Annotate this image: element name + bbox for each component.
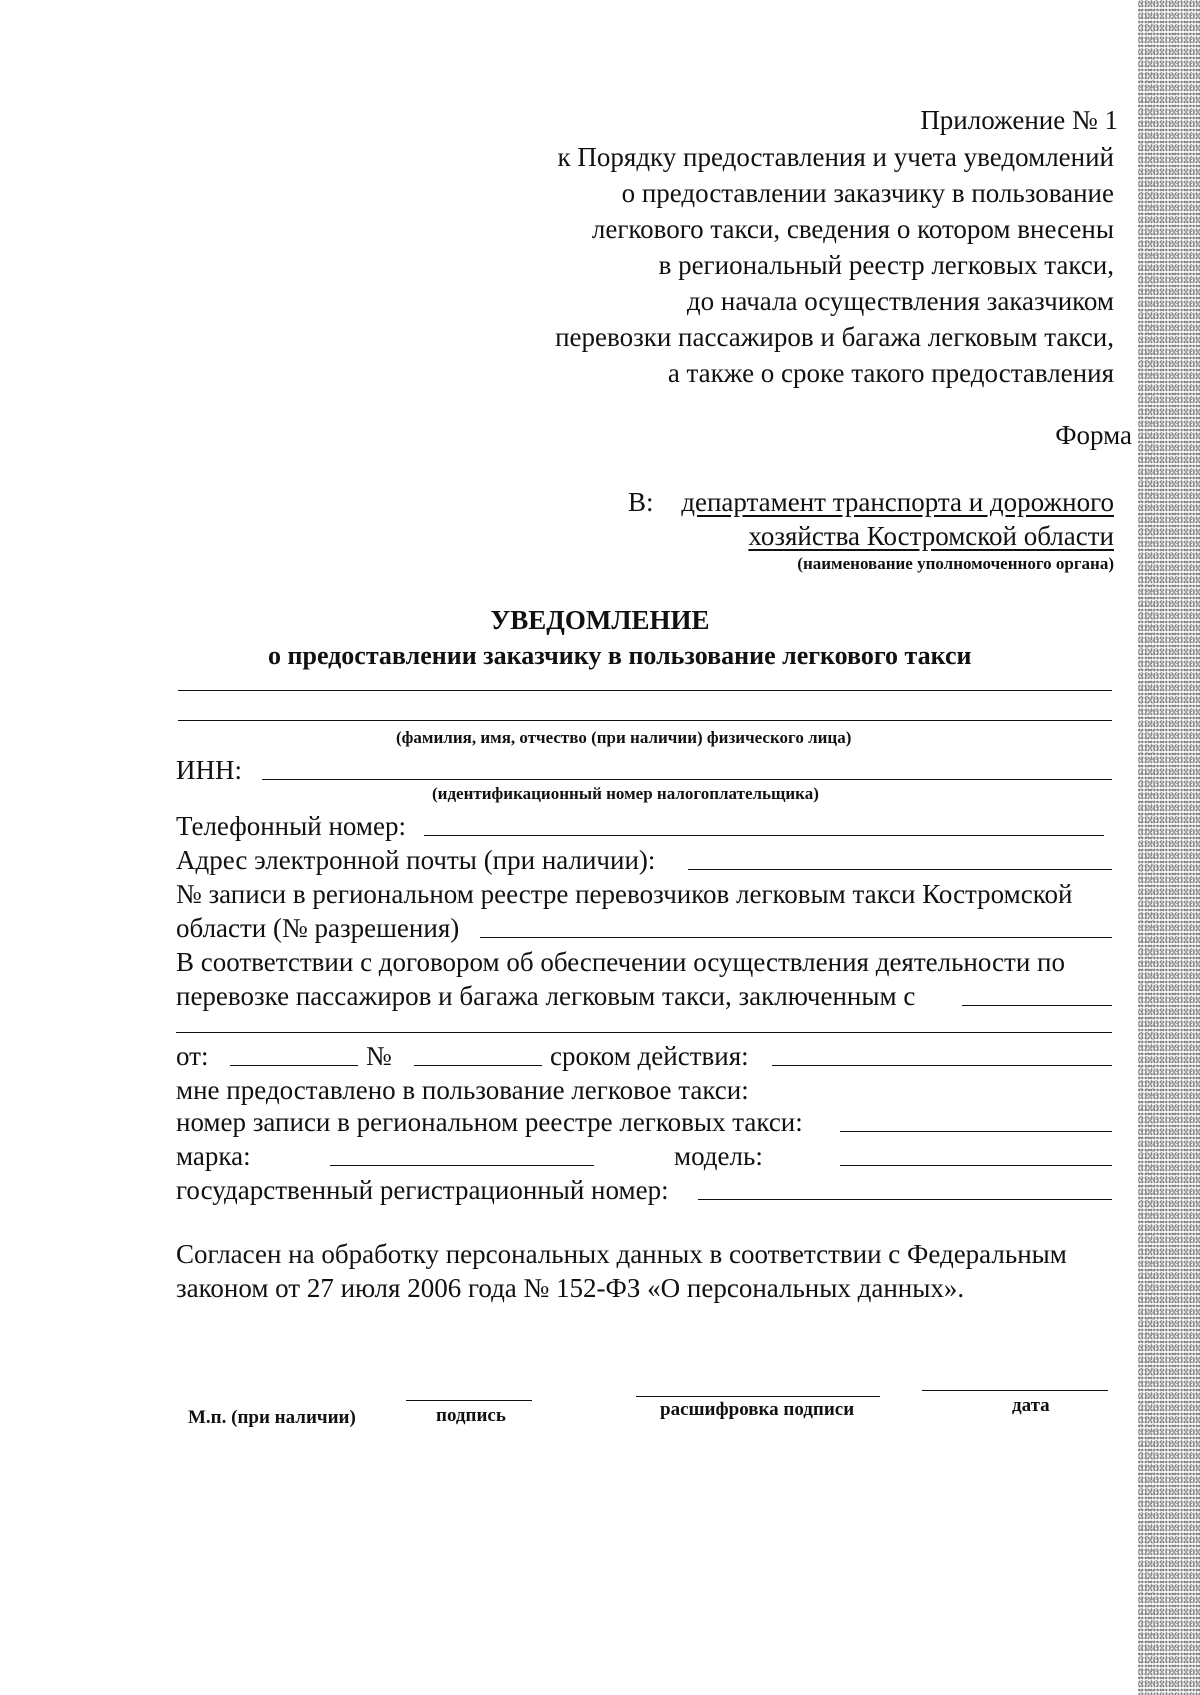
addressee-line-1: департамент транспорта и дорожного xyxy=(681,487,1114,517)
contract-number-line[interactable] xyxy=(414,1065,542,1066)
addressee-line-2: хозяйства Костромской области xyxy=(748,521,1114,551)
brand-label: марка: xyxy=(176,1141,251,1171)
taxi-registry-line[interactable] xyxy=(840,1131,1112,1132)
consent-line-1: Согласен на обработку персональных данных в соответствии с Федеральным xyxy=(176,1239,1067,1269)
fio-line-2[interactable] xyxy=(178,720,1112,721)
addressee-caption: (наименование уполномоченного органа) xyxy=(797,554,1114,573)
from-label: от: xyxy=(176,1041,209,1071)
decode-line[interactable] xyxy=(636,1396,880,1397)
registry-line-2: области (№ разрешения) xyxy=(176,913,460,943)
fio-line-1[interactable] xyxy=(178,690,1112,691)
inn-caption: (идентификационный номер налогоплательщика) xyxy=(432,784,819,803)
decode-caption: расшифровка подписи xyxy=(660,1399,855,1420)
appendix-title: Приложение № 1 xyxy=(920,105,1118,135)
appendix-line-3: легкового такси, сведения о котором внесены xyxy=(591,214,1114,244)
appendix-line-6: перевозки пассажиров и багажа легковым такси, xyxy=(555,322,1114,352)
notice-title: УВЕДОМЛЕНИЕ xyxy=(490,605,710,635)
number-label: № xyxy=(366,1041,392,1071)
appendix-line-7: а также о сроке такого предоставления xyxy=(667,358,1114,388)
phone-line[interactable] xyxy=(424,835,1104,836)
email-label: Адрес электронной почты (при наличии): xyxy=(176,845,656,875)
inn-line[interactable] xyxy=(262,779,1112,780)
stamp-caption: М.п. (при наличии) xyxy=(188,1407,356,1428)
form-label: Форма xyxy=(1055,420,1132,450)
plate-line[interactable] xyxy=(698,1199,1112,1200)
registry-line-1: № записи в региональном реестре перевозчиков легковым такси Костромской xyxy=(176,879,1073,909)
signature-line[interactable] xyxy=(406,1400,532,1401)
contract-party-line[interactable] xyxy=(962,1005,1112,1006)
appendix-line-5: до начала осуществления заказчиком xyxy=(686,286,1114,316)
contract-line-2: перевозке пассажиров и багажа легковым такси, заключенным с xyxy=(176,981,916,1011)
date-line[interactable] xyxy=(922,1390,1108,1391)
email-line[interactable] xyxy=(688,869,1112,870)
appendix-line-1: к Порядку предоставления и учета уведомлений xyxy=(557,142,1114,172)
term-line[interactable] xyxy=(772,1065,1112,1066)
notice-subtitle: о предоставлении заказчику в пользование легкового такси xyxy=(268,641,972,670)
registry-line[interactable] xyxy=(480,937,1112,938)
phone-label: Телефонный номер: xyxy=(176,811,406,841)
appendix-line-2: о предоставлении заказчику в пользование xyxy=(621,178,1114,208)
inn-label: ИНН: xyxy=(176,755,242,785)
term-label: сроком действия: xyxy=(550,1041,749,1071)
contract-line-1: В соответствии с договором об обеспечении осуществления деятельности по xyxy=(176,947,1065,977)
addressee-prefix: В: xyxy=(628,487,654,517)
from-date-line[interactable] xyxy=(230,1065,358,1066)
appendix-line-4: в региональный реестр легковых такси, xyxy=(658,250,1114,280)
brand-line[interactable] xyxy=(330,1165,594,1166)
scan-noise-edge-inner xyxy=(1138,0,1158,1695)
taxi-registry-label: номер записи в региональном реестре легковых такси: xyxy=(176,1107,803,1137)
provided-label: мне предоставлено в пользование легковое такси: xyxy=(176,1075,749,1105)
contract-party-line-2[interactable] xyxy=(176,1032,1112,1033)
plate-label: государственный регистрационный номер: xyxy=(176,1175,669,1205)
consent-line-2: законом от 27 июля 2006 года № 152-ФЗ «О персональных данных». xyxy=(176,1273,965,1303)
sign-caption: подпись xyxy=(436,1405,506,1426)
date-caption: дата xyxy=(1012,1395,1050,1416)
model-line[interactable] xyxy=(840,1165,1112,1166)
model-label: модель: xyxy=(674,1141,763,1171)
fio-caption: (фамилия, имя, отчество (при наличии) физического лица) xyxy=(396,728,852,747)
